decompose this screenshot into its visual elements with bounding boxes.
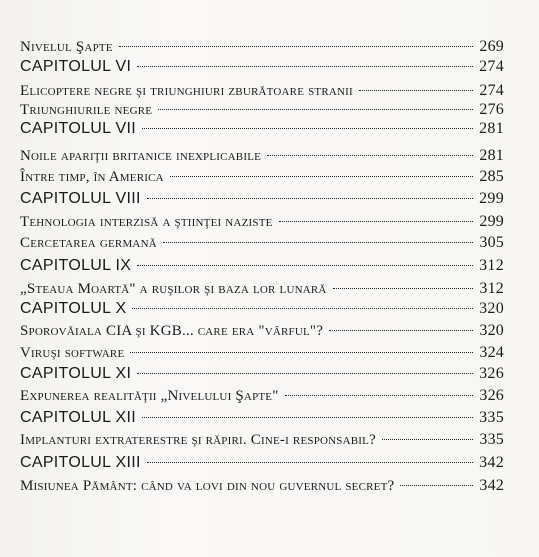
dot-leader (170, 176, 474, 177)
toc-entry-title: CAPITOLUL IX (20, 257, 132, 274)
toc-entry-page-number: 312 (479, 257, 504, 274)
dot-leader (119, 46, 474, 47)
toc-section-19 (20, 431, 504, 449)
toc-chapter-11 (20, 257, 504, 275)
toc-entry-title: Nivelul Şapte (20, 39, 113, 55)
dot-leader (359, 90, 474, 91)
toc-entry-page-number: 324 (479, 344, 504, 361)
toc-entry-page-number: 305 (479, 234, 504, 251)
toc-entry-page-number: 342 (479, 454, 504, 471)
toc-section-12 (20, 280, 504, 298)
dot-leader (267, 155, 473, 156)
dot-leader (329, 330, 473, 331)
toc-section-3 (20, 82, 504, 100)
toc-section-17 (20, 387, 504, 405)
toc-entry-title: CAPITOLUL VIII (20, 190, 141, 207)
toc-entry-title: CAPITOLUL X (20, 300, 127, 317)
toc-entry-page-number: 312 (479, 280, 504, 297)
toc-entry-title: Între timp, în America (20, 169, 164, 185)
toc-chapter-18 (20, 409, 504, 427)
dot-leader (285, 395, 474, 396)
toc-section-21 (20, 477, 504, 495)
toc-entry-title: Noile apariţii britanice inexplicabile (20, 148, 262, 164)
toc-entry-page-number: 276 (479, 101, 504, 118)
toc-entry-title: Viruşi software (20, 345, 125, 361)
toc-entry-title: CAPITOLUL VII (20, 120, 136, 137)
dot-leader (137, 265, 473, 266)
toc-entry-title: CAPITOLUL XI (20, 365, 132, 382)
toc-entry-title: „Steaua Moartă" a ruşilor şi baza lor lunară (20, 281, 327, 297)
dot-leader (333, 288, 474, 289)
toc-entry-page-number: 326 (479, 365, 504, 382)
toc-entry-title: Expunerea realităţii „Nivelului Şapte" (20, 388, 279, 404)
toc-entry-page-number: 326 (479, 387, 504, 404)
toc-entry-title: CAPITOLUL XII (20, 409, 136, 426)
toc-entry-page-number: 342 (479, 477, 504, 494)
toc-entry-page-number: 269 (479, 38, 504, 55)
toc-entry-title: Misiunea Pământ: când va lovi din nou guvernul secret? (20, 478, 395, 494)
toc-chapter-5 (20, 120, 504, 138)
toc-entry-page-number: 335 (479, 431, 504, 448)
dot-leader (142, 128, 473, 129)
toc-entry-page-number: 274 (479, 58, 504, 75)
dot-leader (400, 485, 473, 486)
toc-section-10 (20, 234, 504, 252)
toc-entry-title: CAPITOLUL VI (20, 58, 132, 75)
toc-chapter-13 (20, 300, 504, 318)
dot-leader (137, 373, 473, 374)
dot-leader (147, 198, 473, 199)
toc-entry-title: Tehnologia interzisă a ştiinţei naziste (20, 214, 273, 230)
toc-section-1 (20, 38, 504, 56)
toc-entry-page-number: 299 (479, 190, 504, 207)
toc-entry-title: Triunghiurile negre (20, 102, 153, 118)
dot-leader (142, 417, 473, 418)
dot-leader (137, 66, 473, 67)
toc-section-7 (20, 168, 504, 186)
dot-leader (163, 242, 474, 243)
dot-leader (132, 308, 473, 309)
toc-chapter-20 (20, 454, 504, 472)
toc-entry-title: Elicoptere negre şi triunghiuri zburătoare stranii (20, 83, 353, 99)
toc-entry-title: Implanturi extraterestre şi răpiri. Cine-i responsabil? (20, 432, 376, 448)
toc-chapter-8 (20, 190, 504, 208)
toc-entry-page-number: 274 (479, 82, 504, 99)
toc-section-15 (20, 344, 504, 362)
toc-entry-page-number: 320 (479, 300, 504, 317)
toc-entry-page-number: 335 (479, 409, 504, 426)
dot-leader (147, 462, 473, 463)
toc-section-4 (20, 101, 504, 119)
toc-entry-title: Cercetarea germană (20, 235, 157, 251)
toc-section-9 (20, 213, 504, 231)
toc-entry-page-number: 281 (479, 120, 504, 137)
toc-entry-page-number: 320 (479, 322, 504, 339)
dot-leader (130, 352, 473, 353)
toc-entry-page-number: 299 (479, 213, 504, 230)
dot-leader (382, 439, 473, 440)
toc-section-6 (20, 147, 504, 165)
dot-leader (279, 221, 474, 222)
toc-entry-title: CAPITOLUL XIII (20, 454, 141, 471)
dot-leader (158, 109, 473, 110)
toc-entry-page-number: 281 (479, 147, 504, 164)
toc-chapter-2 (20, 58, 504, 76)
toc-section-14 (20, 322, 504, 340)
toc-entry-page-number: 285 (479, 168, 504, 185)
toc-entry-title: Sporovăiala CIA şi KGB... care era "vârful"? (20, 323, 324, 339)
toc-chapter-16 (20, 365, 504, 383)
